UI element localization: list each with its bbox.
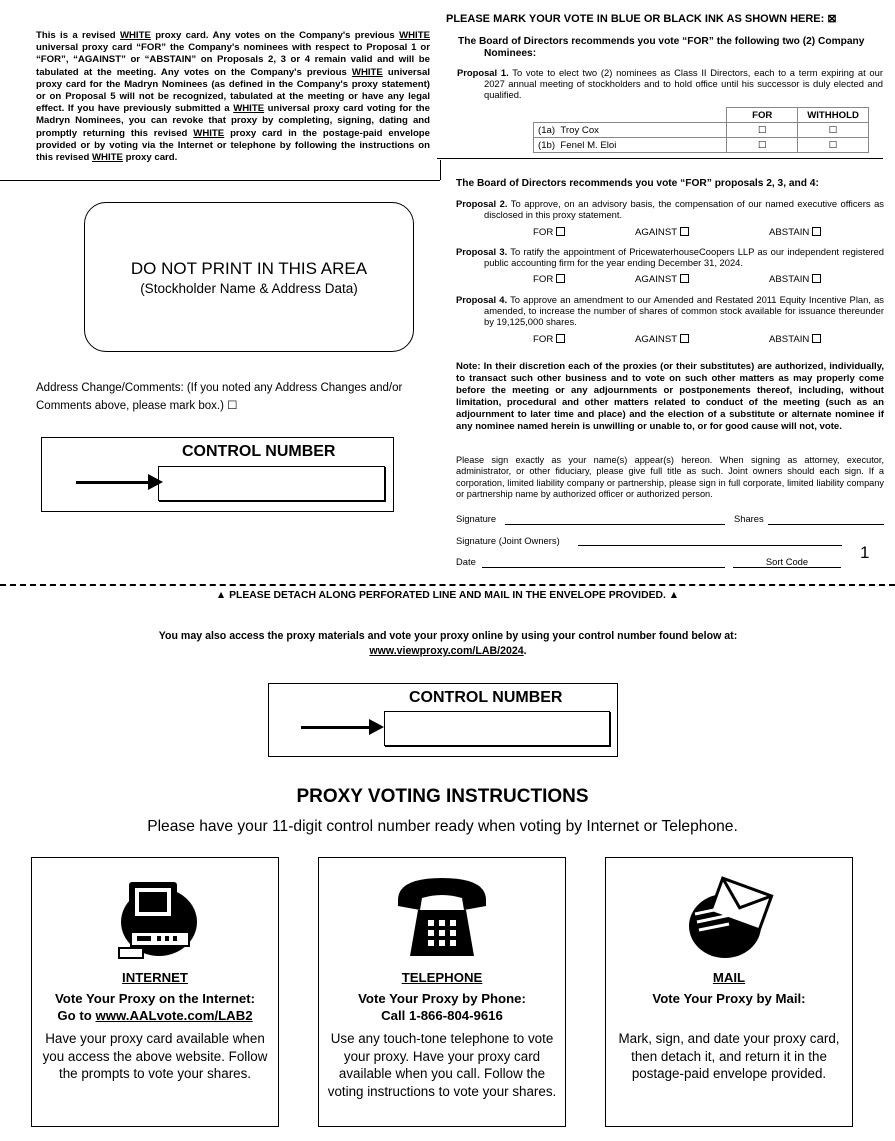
nominee-1b-for-checkbox[interactable]: ☐ — [727, 138, 798, 153]
telephone-heading: TELEPHONE — [401, 970, 483, 985]
voting-instructions-subtitle: Please have your 11-digit control number ready when voting by Internet or Telephone. — [147, 818, 738, 835]
signature-label: Signature — [456, 513, 497, 524]
board-recommendation-proposals-2-4: The Board of Directors recommends you vote “FOR” proposals 2, 3, and 4: — [456, 178, 819, 189]
do-not-print-subtitle: (Stockholder Name & Address Data) — [140, 281, 358, 296]
internet-body: Have your proxy card available when you access the above website. Follow the prompts to vote your shares. — [42, 1031, 268, 1081]
proposal-4-text: Proposal 4. To approve an amendment to our Amended and Restated 2011 Equity Incentive Plan, as amended, to increase the number of shares of common stock available for issuance thereunder by 19,125,000 shares. — [456, 294, 884, 327]
telephone-body: Use any touch-tone telephone to vote your proxy. Have your proxy card available when you call. Follow the voting instructions to vote your shares. — [327, 1031, 557, 1099]
arrow-icon — [301, 726, 377, 729]
withhold-column-header: WITHHOLD — [798, 108, 869, 123]
joint-signature-label: Signature (Joint Owners) — [456, 535, 560, 546]
date-line[interactable] — [482, 567, 725, 568]
control-number-title: CONTROL NUMBER — [182, 443, 336, 460]
section-divider — [437, 158, 883, 159]
nominee-1a-withhold-checkbox[interactable]: ☐ — [798, 123, 869, 138]
proposal-2-text: Proposal 2. To approve, on an advisory basis, the compensation of our named executive officers as disclosed in this proxy statement. — [456, 198, 884, 220]
proposal-4-abstain[interactable]: ABSTAIN — [769, 334, 821, 345]
proposal-2-abstain[interactable]: ABSTAIN — [769, 227, 821, 238]
control-number-title: CONTROL NUMBER — [409, 689, 563, 706]
internet-panel — [31, 857, 279, 1127]
arrow-icon — [76, 481, 156, 484]
shares-label: Shares — [734, 513, 764, 524]
do-not-print-title: DO NOT PRINT IN THIS AREA — [130, 259, 368, 278]
page-number: 1 — [860, 543, 870, 562]
proposal-2-for[interactable]: FOR — [533, 227, 565, 238]
joint-signature-line[interactable] — [578, 545, 842, 546]
proposal-4-against[interactable]: AGAINST — [635, 334, 689, 345]
proposal-3-for[interactable]: FOR — [533, 274, 565, 285]
notice-divider-vertical — [440, 160, 441, 180]
aalvote-link[interactable]: www.AALvote.com/LAB2 — [95, 1008, 253, 1023]
control-number-box-lower — [268, 683, 618, 757]
notice-divider — [0, 180, 440, 181]
telephone-icon — [392, 870, 492, 965]
signing-instructions: Please sign exactly as your name(s) appear(s) hereon. When signing as attorney, executor, administrator, or other fiduciary, please give full title as such. Joint owners should each sign. If a corporation, limited liability company or partnership, please sign in full corporate, limited liability company or partnership name by authorized officer or authorized person. — [456, 455, 884, 500]
address-change-checkbox[interactable]: Address Change/Comments: (If you noted any Address Changes and/or Comments above, please mark box.) ☐ — [36, 382, 403, 412]
mail-body: Mark, sign, and date your proxy card, then detach it, and return it in the postage-paid envelope provided. — [618, 1031, 840, 1081]
telephone-panel — [318, 857, 566, 1127]
proposal-3-text: Proposal 3. To ratify the appointment of PricewaterhouseCoopers LLP as our independent registered public accounting firm for the year ending December 31, 2024. — [456, 246, 884, 268]
nominee-1b-withhold-checkbox[interactable]: ☐ — [798, 138, 869, 153]
proposal-1-text: Proposal 1. To vote to elect two (2) nominees as Class II Directors, each to a term expiring at our 2027 annual meeting of stockholders and to hold office until his successor is duly elected and qualified. — [457, 67, 883, 100]
nominee-table — [533, 107, 869, 153]
mail-panel — [605, 857, 853, 1127]
shares-line[interactable] — [768, 524, 884, 525]
date-label: Date — [456, 556, 476, 567]
proposal-3-abstain[interactable]: ABSTAIN — [769, 274, 821, 285]
ink-instruction: PLEASE MARK YOUR VOTE IN BLUE OR BLACK INK AS SHOWN HERE: ⊠ — [446, 13, 837, 25]
proposal-2-against[interactable]: AGAINST — [635, 227, 689, 238]
nominee-1a-for-checkbox[interactable]: ☐ — [727, 123, 798, 138]
telephone-instruction: Vote Your Proxy by Phone: Call 1-866-804-9616 — [319, 990, 565, 1024]
board-recommendation-proposal-1: The Board of Directors recommends you vote “FOR” the following two (2) Company Nominees: — [458, 36, 865, 59]
control-number-field[interactable] — [384, 711, 610, 746]
stockholder-address-area — [84, 202, 414, 352]
sort-code-line — [733, 567, 841, 568]
revised-card-notice: This is a revised WHITE proxy card. Any votes on the Company's previous WHITE universal proxy card “FOR” the Company's nominees with respect to Proposal 1 or “FOR”, “AGAINST” or “ABSTAIN” on Proposals 2, 3 or 4 remain valid and will be tabulated at the meeting. Any votes on the Company's previous WHITE universal proxy card for the Madryn Nominees (as defined in the Company's proxy statement) or on Proposal 5 will not be recognized, tabulated at the meeting or have any legal effect. If you have previously submitted a WHITE universal proxy card voting for the Madryn Nominees, you can revoke that proxy by completing, signing, dating and promptly returning this revised WHITE proxy card in the postage-paid envelope provided or by voting via the Internet or telephone by following the instructions on this revised WHITE proxy card. — [36, 30, 431, 164]
nominee-name: Fenel M. Eloi — [560, 139, 617, 151]
control-number-field[interactable] — [158, 466, 385, 501]
discretion-note: Note: In their discretion each of the proxies (or their substitutes) are authorized, individually, to transact such other business and to vote on such other matters as may properly come before the meeting or any adjournments or postponements thereof, including, without limitation, procedural and other matters related to conduct of the meeting (such as an adjournment to later time and place) and the election of a substitute or alternate nominee if any nominee named herein is unwilling or unable to, or for good cause will not, vote. — [456, 361, 884, 433]
proposal-3-against[interactable]: AGAINST — [635, 274, 689, 285]
arrow-head-icon — [369, 719, 384, 735]
control-number-box — [41, 437, 394, 512]
mail-icon — [679, 870, 779, 965]
sort-code-label: Sort Code — [765, 556, 809, 567]
nominee-row: (1b) Fenel M. Eloi ☐ ☐ — [534, 138, 869, 153]
viewproxy-link[interactable]: www.viewproxy.com/LAB/2024 — [369, 645, 524, 657]
signature-line[interactable] — [505, 524, 725, 525]
nominee-row: (1a) Troy Cox ☐ ☐ — [534, 123, 869, 138]
perforated-line — [0, 584, 895, 586]
internet-heading: INTERNET — [122, 970, 188, 985]
nominee-name: Troy Cox — [560, 124, 599, 136]
detach-instruction: ▲ PLEASE DETACH ALONG PERFORATED LINE AND MAIL IN THE ENVELOPE PROVIDED. ▲ — [215, 590, 680, 601]
for-column-header: FOR — [727, 108, 798, 123]
voting-instructions-title: PROXY VOTING INSTRUCTIONS — [296, 786, 589, 807]
computer-icon — [105, 870, 205, 965]
phone-number: Call 1-866-804-9616 — [381, 1008, 503, 1023]
mail-instruction: Vote Your Proxy by Mail: — [652, 991, 806, 1006]
proposal-4-for[interactable]: FOR — [533, 334, 565, 345]
mail-heading: MAIL — [712, 970, 746, 985]
online-access-text: You may also access the proxy materials and vote your proxy online by using your control number found below at: www.viewproxy.com/LAB/2024. — [158, 630, 738, 657]
internet-instruction: Vote Your Proxy on the Internet: Go to www.AALvote.com/LAB2 — [54, 991, 256, 1023]
